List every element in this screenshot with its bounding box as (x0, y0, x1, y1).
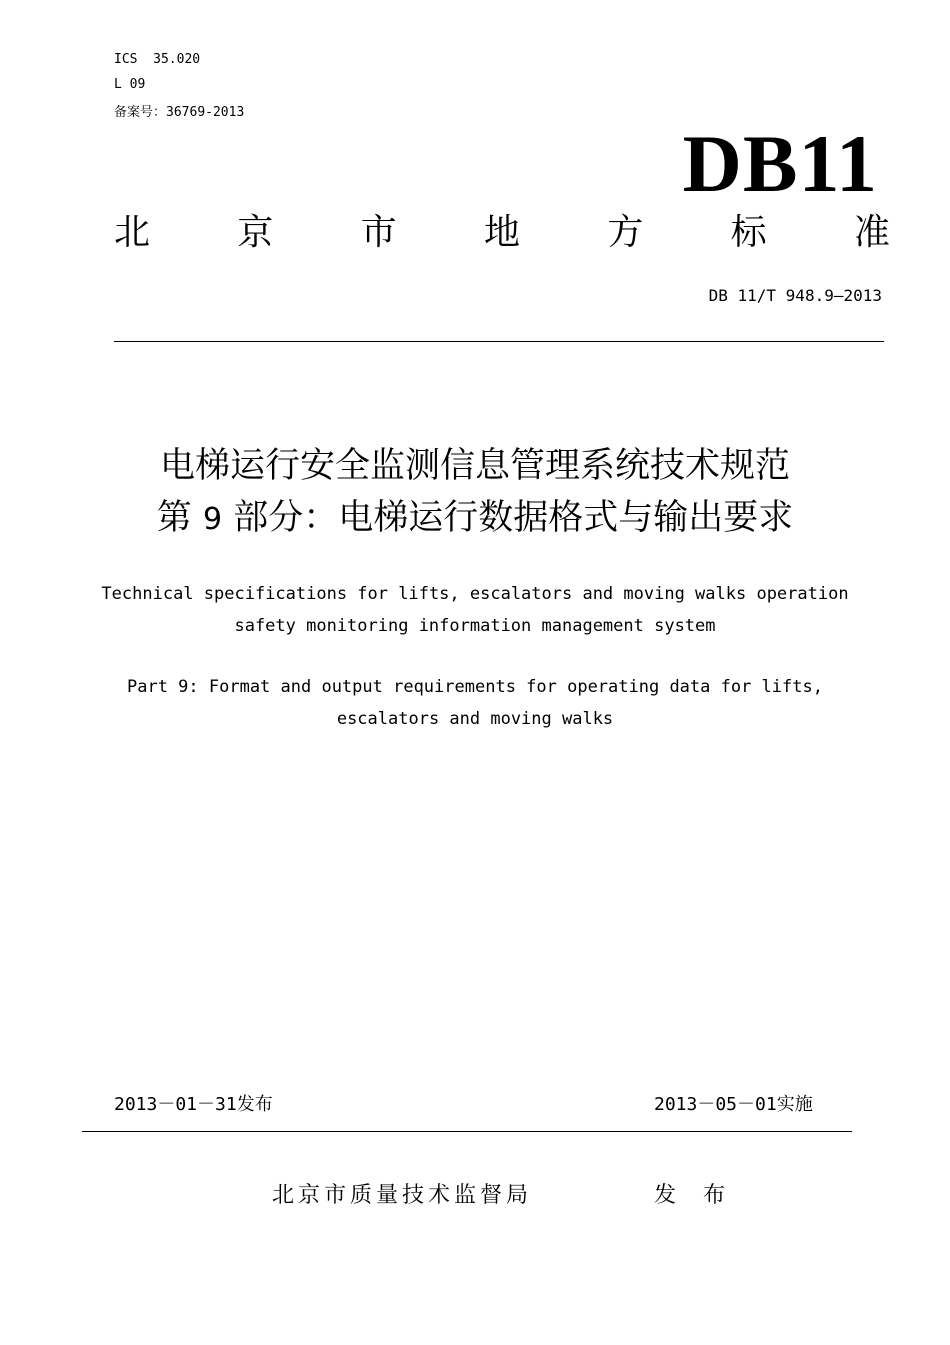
part-title: 部分：电梯运行数据格式与输出要求 (233, 498, 794, 538)
publish-label: 发 布 (654, 1183, 735, 1208)
standard-type-char: 京 (237, 212, 274, 253)
standard-type-char: 方 (607, 212, 644, 253)
publisher-name: 北京市质量技术监督局 (272, 1183, 533, 1208)
header-divider (114, 341, 884, 342)
standard-type-char: 北 (114, 212, 151, 253)
part-prefix: 第 (156, 498, 192, 538)
classification-code: L 09 (114, 77, 146, 92)
db-standard-code: DB11 (682, 118, 878, 209)
record-number-line (114, 101, 244, 120)
standard-type-heading (114, 208, 890, 258)
standard-type-char: 地 (483, 212, 520, 253)
issue-date: 2013－01－31 (114, 1094, 237, 1115)
english-part-title (60, 671, 890, 735)
standard-type-char: 市 (360, 212, 397, 253)
english-part-title-line-2: escalators and moving walks (336, 709, 614, 729)
issue-label: 发布 (236, 1094, 273, 1115)
implementation-label: 实施 (776, 1094, 813, 1115)
chinese-title (60, 440, 890, 546)
english-title-line-2: safety monitoring information management system (234, 616, 716, 636)
issue-date-line (114, 1090, 273, 1116)
standard-type-char: 准 (853, 212, 890, 253)
chinese-title-line-1: 电梯运行安全监测信息管理系统技术规范 (159, 446, 790, 486)
footer-divider (82, 1131, 852, 1132)
standard-type-char: 标 (730, 212, 767, 253)
implementation-date: 2013－05－01 (654, 1094, 777, 1115)
record-number: 36769-2013 (166, 105, 245, 120)
chinese-title-line-2 (60, 492, 890, 546)
ics-label: ICS (114, 52, 138, 67)
english-title-line-1: Technical specifications for lifts, escalators and moving walks operation (101, 584, 849, 604)
implementation-date-line (654, 1090, 813, 1116)
english-part-title-line-1: Part 9: Format and output requirements for operating data for lifts, (127, 677, 823, 697)
part-number: 9 (202, 502, 223, 537)
english-title (60, 578, 890, 642)
ics-code-line (114, 52, 200, 67)
standard-number: DB 11/T 948.9—2013 (708, 286, 882, 305)
record-label: 备案号： (114, 105, 167, 120)
ics-code: 35.020 (153, 52, 201, 67)
